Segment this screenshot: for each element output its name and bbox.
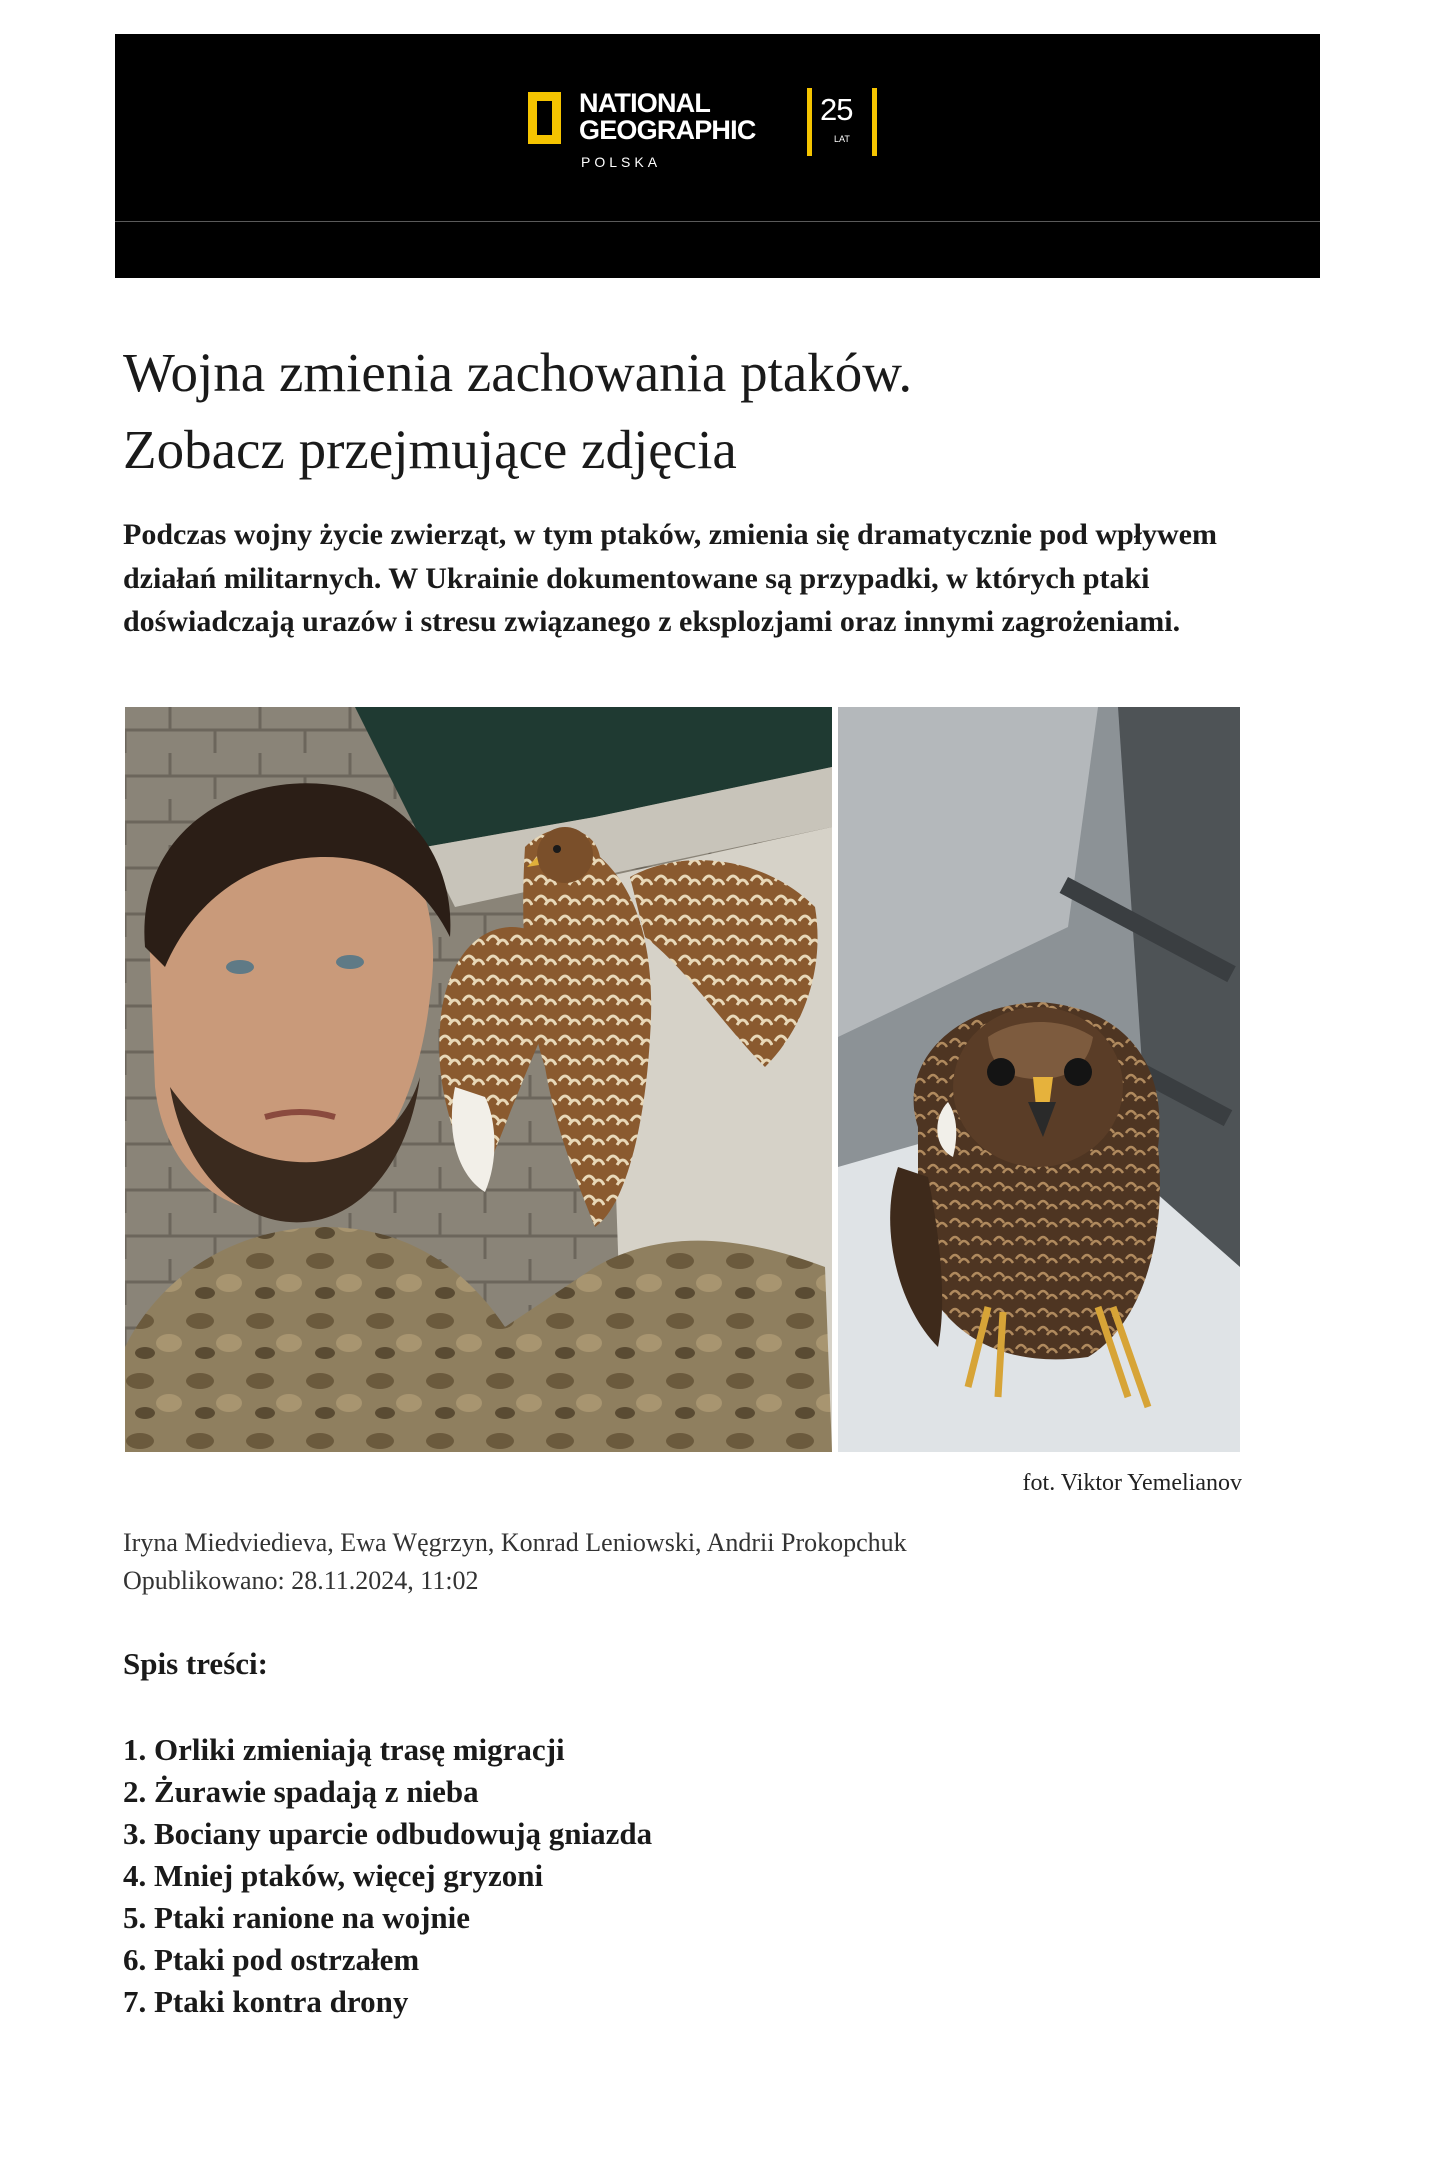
toc-item[interactable]: 2. Żurawie spadają z nieba: [123, 1774, 479, 1809]
national-geographic-logo[interactable]: [528, 90, 756, 180]
article-authors[interactable]: Iryna Miedviedieva, Ewa Węgrzyn, Konrad Leniowski, Andrii Prokopchuk: [123, 1528, 907, 1557]
logo-subtitle: POLSKA: [581, 154, 662, 170]
badge-label: LAT: [834, 134, 850, 144]
toc-item[interactable]: 4. Mniej ptaków, więcej gryzoni: [123, 1858, 544, 1893]
toc-item[interactable]: 7. Ptaki kontra drony: [123, 1984, 409, 2019]
toc-item[interactable]: 1. Orliki zmieniają trasę migracji: [123, 1732, 565, 1767]
article-lead: Podczas wojny życie zwierząt, w tym ptaków, zmienia się dramatycznie pod wpływem działań militarnych. W Ukrainie dokumentowane są przypadki, w których ptaki doświadczają urazów i stresu związanego z eksplozjami oraz innymi zagrożeniami.: [123, 518, 1217, 638]
masthead: [115, 34, 1320, 278]
soldier-hawk-illustration: [125, 707, 832, 1452]
publish-date: Opublikowano: 28.11.2024, 11:02: [123, 1566, 479, 1595]
logo-line-1: NATIONAL: [579, 88, 711, 118]
logo-wordmark: [579, 90, 756, 170]
photo-injured-hawk[interactable]: [838, 707, 1240, 1452]
toc-item[interactable]: 5. Ptaki ranione na wojnie: [123, 1900, 471, 1935]
badge-number: 25: [820, 92, 853, 127]
badge-bar-left: [807, 88, 812, 156]
toc-item[interactable]: 6. Ptaki pod ostrzałem: [123, 1942, 420, 1977]
article-title: [123, 334, 1273, 488]
toc-heading: Spis treści:: [123, 1646, 268, 1681]
badge-bar-right: [872, 88, 877, 156]
toc-item[interactable]: 3. Bociany uparcie odbudowują gniazda: [123, 1816, 653, 1851]
masthead-divider: [115, 221, 1320, 222]
title-line-1: Wojna zmienia zachowania ptaków.: [123, 342, 913, 403]
yellow-frame-icon: [528, 92, 561, 144]
photo-soldier-with-hawk[interactable]: [125, 707, 832, 1452]
anniversary-badge: [807, 88, 877, 156]
table-of-contents: [123, 1729, 652, 2023]
injured-hawk-illustration: [838, 707, 1240, 1452]
logo-line-2: GEOGRAPHIC: [579, 115, 756, 145]
photo-credit: fot. Viktor Yemelianov: [1022, 1470, 1242, 1496]
title-line-2: Zobacz przejmujące zdjęcia: [123, 419, 737, 480]
